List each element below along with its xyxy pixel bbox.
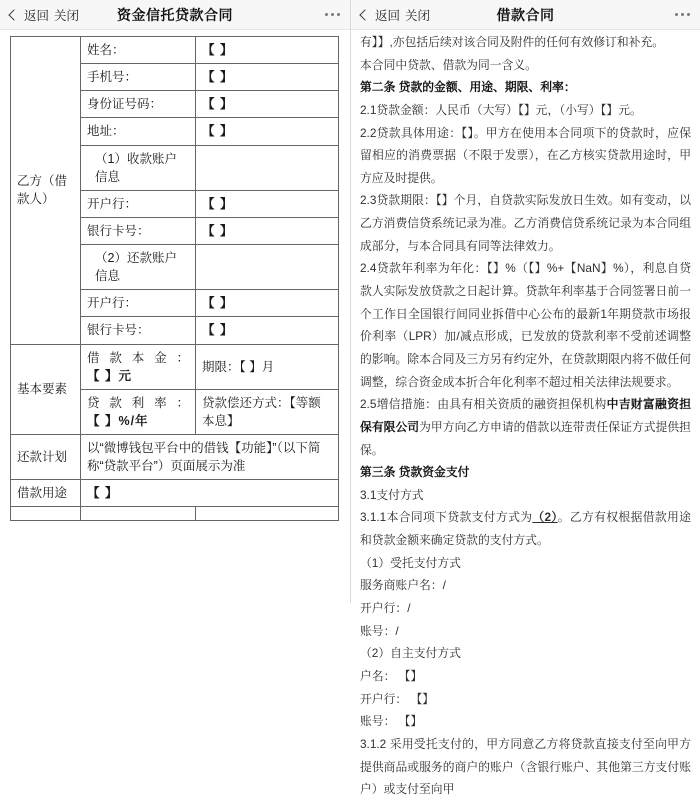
repay-plan-value: 以“微博钱包平台中的借钱【功能】”（以下简称“贷款平台”）页面展示为准 [81, 435, 339, 480]
bank-branch-2: 开户行： 【】 [360, 691, 435, 706]
row-value[interactable]: 【 】 [196, 217, 339, 244]
table-row [11, 37, 339, 64]
guarantor-company-name: 中吉财富融资担保有限公司 [360, 397, 691, 434]
row-value [196, 245, 339, 290]
row-label: （1）收款账户信息 [81, 145, 196, 190]
right-page-title: 借款合同 [496, 6, 555, 23]
clause-2-5 [360, 393, 691, 461]
left-more-menu-icon[interactable] [325, 13, 340, 16]
clause-3-1-2: 3.1.2 采用受托支付的，甲方同意乙方将贷款直接支付至向甲方提供商品或服务的商户的账户（含银行账户、其他第三方支付账户）或支付至向甲 [360, 736, 691, 797]
table-row-partial [11, 507, 339, 521]
basic-elements-label: 基本要素 [11, 344, 81, 435]
row-value[interactable]: 【 】 [196, 190, 339, 217]
merchant-account-name: 服务商账户名：/ [360, 578, 446, 593]
table-row-basic-1 [11, 344, 339, 389]
principal-label: 借 款 本 金 ： [87, 350, 189, 365]
repay-method-cell[interactable]: 贷款偿还方式：【等额本息】 [196, 389, 339, 434]
left-nav-actions [10, 6, 79, 24]
clause-3-1-1-post: 。乙方有权根据借款用途和贷款金额来确定贷款的支付方式。 [360, 510, 691, 548]
row-label: 银行卡号： [81, 317, 196, 344]
same-meaning-line: 本合同中贷款、借款为同一含义。 [360, 57, 537, 72]
row-value[interactable]: 【 】 [196, 37, 339, 64]
left-contract-panel [0, 0, 350, 603]
right-close-button[interactable]: 关闭 [405, 8, 431, 23]
repay-plan-label: 还款计划 [11, 435, 81, 480]
account-number-1: 账号：/ [360, 623, 399, 638]
row-value[interactable]: 【 】 [196, 118, 339, 145]
back-chevron-icon[interactable] [359, 9, 370, 20]
table-row-purpose [11, 480, 339, 507]
partial-cell-1 [11, 507, 81, 521]
article-2-heading: 第二条 贷款的金额、用途、期限、利率： [360, 80, 576, 95]
contract-info-table [10, 36, 339, 521]
left-page-title: 资金信托贷款合同 [117, 6, 233, 23]
right-contract-panel [350, 0, 700, 797]
loan-purpose-value[interactable]: 【 】 [81, 480, 339, 507]
left-close-button[interactable]: 关闭 [54, 8, 80, 23]
row-value [196, 145, 339, 190]
clause-2-5-pre: 2.5增信措施：由具有相关资质的融资担保机构 [360, 397, 607, 412]
table-row-plan [11, 435, 339, 480]
loan-purpose-label: 借款用途 [11, 480, 81, 507]
left-back-button[interactable]: 返回 [24, 8, 50, 23]
back-chevron-icon[interactable] [8, 9, 19, 20]
row-label: 开户行： [81, 190, 196, 217]
clipped-line: 有】】,亦包括后续对该合同及附件的任何有效修订和补充。 [360, 35, 665, 49]
clause-3-1-1 [360, 506, 691, 551]
clause-3-1: 3.1支付方式 [360, 487, 424, 502]
row-label: （2）还款账户信息 [81, 245, 196, 290]
clause-2-1: 2.1贷款金额：人民币（大写）【】元，（小写）【】元。 [360, 102, 642, 117]
clause-3-1-1-pre: 3.1.1本合同项下贷款支付方式为 [360, 510, 533, 525]
row-value[interactable]: 【 】 [196, 290, 339, 317]
clause-2-2: 2.2贷款具体用途：【】。甲方在使用本合同项下的贷款时，应保留相应的消费票据（不限于发票），在乙方核实贷款用途时，甲方应及时提供。 [360, 125, 691, 185]
row-value[interactable]: 【 】 [196, 64, 339, 91]
row-value[interactable]: 【 】 [196, 91, 339, 118]
principal-cell[interactable] [81, 344, 196, 389]
left-nav-bar [0, 0, 350, 30]
row-label: 开户行： [81, 290, 196, 317]
account-number-2: 账号： 【】 [360, 714, 423, 729]
right-nav-actions [361, 6, 430, 24]
bank-branch-1: 开户行：/ [360, 601, 411, 616]
right-document-body [351, 30, 700, 797]
right-nav-bar [351, 0, 700, 30]
row-label: 姓名： [81, 37, 196, 64]
right-back-button[interactable]: 返回 [375, 8, 401, 23]
party-label-cell: 乙方（借款人） [11, 37, 81, 345]
self-payment-title: （2）自主支付方式 [360, 646, 461, 661]
right-more-menu-icon[interactable] [675, 13, 690, 16]
rate-cell[interactable] [81, 389, 196, 434]
row-label: 身份证号码： [81, 91, 196, 118]
clause-2-4: 2.4贷款年利率为年化：【】%（【】%+【NaN】%），利息自贷款人实际发放贷款之日起计算。贷款年利率基于合同签署日前一个工作日全国银行间同业拆借中心公布的最新1年期贷款市场报价利率（LPR）加/减点形成，已发放的贷款利率不受前述调整的影响。除本合同及三方另有约定外，在贷款期限内将不做任何调整，综合资金成本折合年化利率不超过相关法律法规要求。 [360, 261, 691, 389]
row-value[interactable]: 【 】 [196, 317, 339, 344]
row-label: 手机号： [81, 64, 196, 91]
rate-label: 贷 款 利 率 ： [87, 395, 189, 410]
principal-value: 【 】元 [87, 368, 132, 383]
row-label: 银行卡号： [81, 217, 196, 244]
partial-cell-3 [196, 507, 339, 521]
clause-2-3: 2.3贷款期限：【】个月，自贷款实际发放日生效。如有变动，以乙方消费信贷系统记录为准。乙方消费信贷系统记录为本合同组成部分，与本合同具有同等法律效力。 [360, 193, 691, 253]
left-document-body [0, 30, 350, 603]
rate-value: 【 】%/年 [87, 413, 149, 428]
partial-cell-2 [81, 507, 196, 521]
term-cell[interactable]: 期限：【 】月 [196, 344, 339, 389]
row-label: 地址： [81, 118, 196, 145]
account-holder-2: 户名： 【】 [360, 668, 423, 683]
clause-2-5-post: 为甲方向乙方申请的借款以连带责任保证方式提供担保。 [360, 419, 691, 457]
payment-method-selected: （2） [532, 510, 558, 525]
entrusted-payment-title: （1）受托支付方式 [360, 555, 461, 570]
article-3-heading: 第三条 贷款资金支付 [360, 465, 470, 480]
